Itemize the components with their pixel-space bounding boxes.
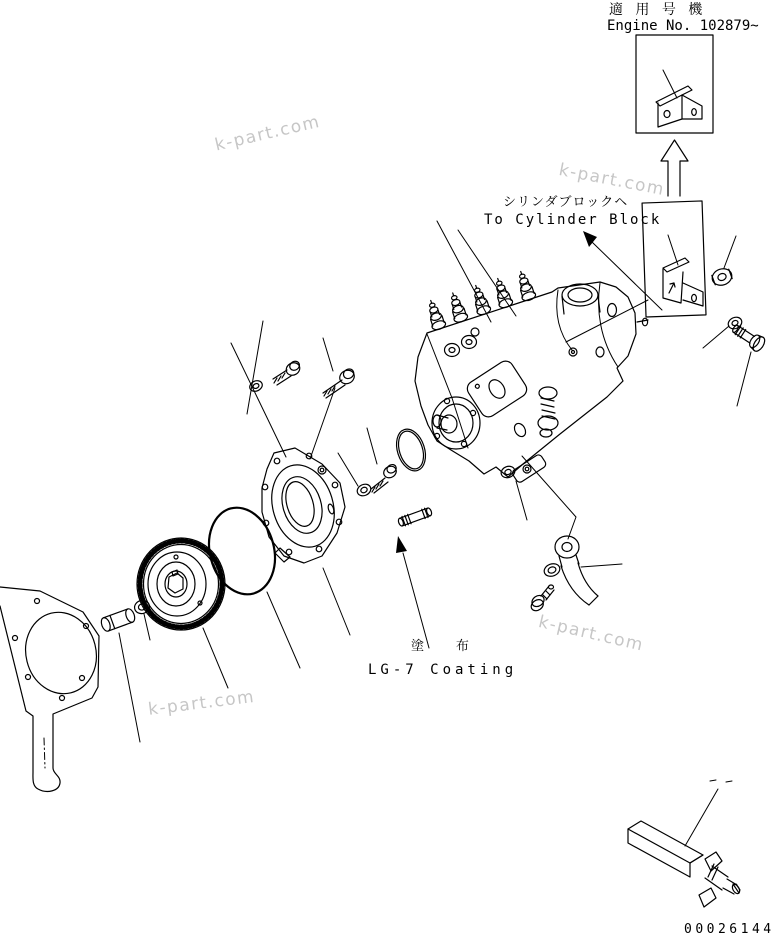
engine-number-label: Engine No. 102879~ [607, 18, 759, 34]
coating-label-jp: 塗 布 [411, 639, 481, 654]
cylinder-block-label-jp: シリンダブロックヘ [503, 195, 629, 210]
pump-front-flange [432, 397, 480, 449]
coating-label-en: LG-7 Coating [368, 662, 518, 678]
small-o-ring-part [392, 425, 431, 474]
cylinder-block-label-en: To Cylinder Block [484, 212, 662, 228]
fuel-injection-pump-assembly [415, 269, 648, 483]
overflow-bolt-part [527, 585, 554, 613]
bar-tool-part [628, 780, 741, 907]
front-cover-part [0, 587, 105, 791]
bolt-long-part [310, 338, 357, 459]
flange-nut-part [710, 236, 736, 288]
watermark: k-part.com [147, 686, 257, 720]
watermark: k-part.com [213, 111, 323, 156]
applicable-machines-label: 適 用 号 機 [609, 2, 705, 18]
shaft-key-part [100, 608, 140, 742]
washer-mid-part [338, 453, 373, 498]
engine-series-frame [636, 35, 713, 133]
coating-arrow [396, 536, 429, 648]
watermark: k-part.com [557, 160, 667, 201]
washer-top-left-part [231, 321, 286, 457]
drive-gear-part [137, 538, 228, 688]
watermark: k-part.com [536, 612, 646, 656]
bolt-mid-part [367, 428, 400, 493]
banjo-washer-part [542, 562, 561, 579]
drawing-number: 00026144 [684, 922, 775, 937]
large-o-ring-part [200, 500, 300, 668]
bolt-short-part [273, 360, 303, 385]
pump-plunger-spring [538, 387, 558, 437]
bolt-right-part [729, 321, 767, 406]
mounting-flange-part [262, 448, 350, 635]
stud-part [397, 506, 433, 527]
delivery-valve-stacks [424, 269, 537, 331]
banjo-tube-group [522, 456, 622, 605]
